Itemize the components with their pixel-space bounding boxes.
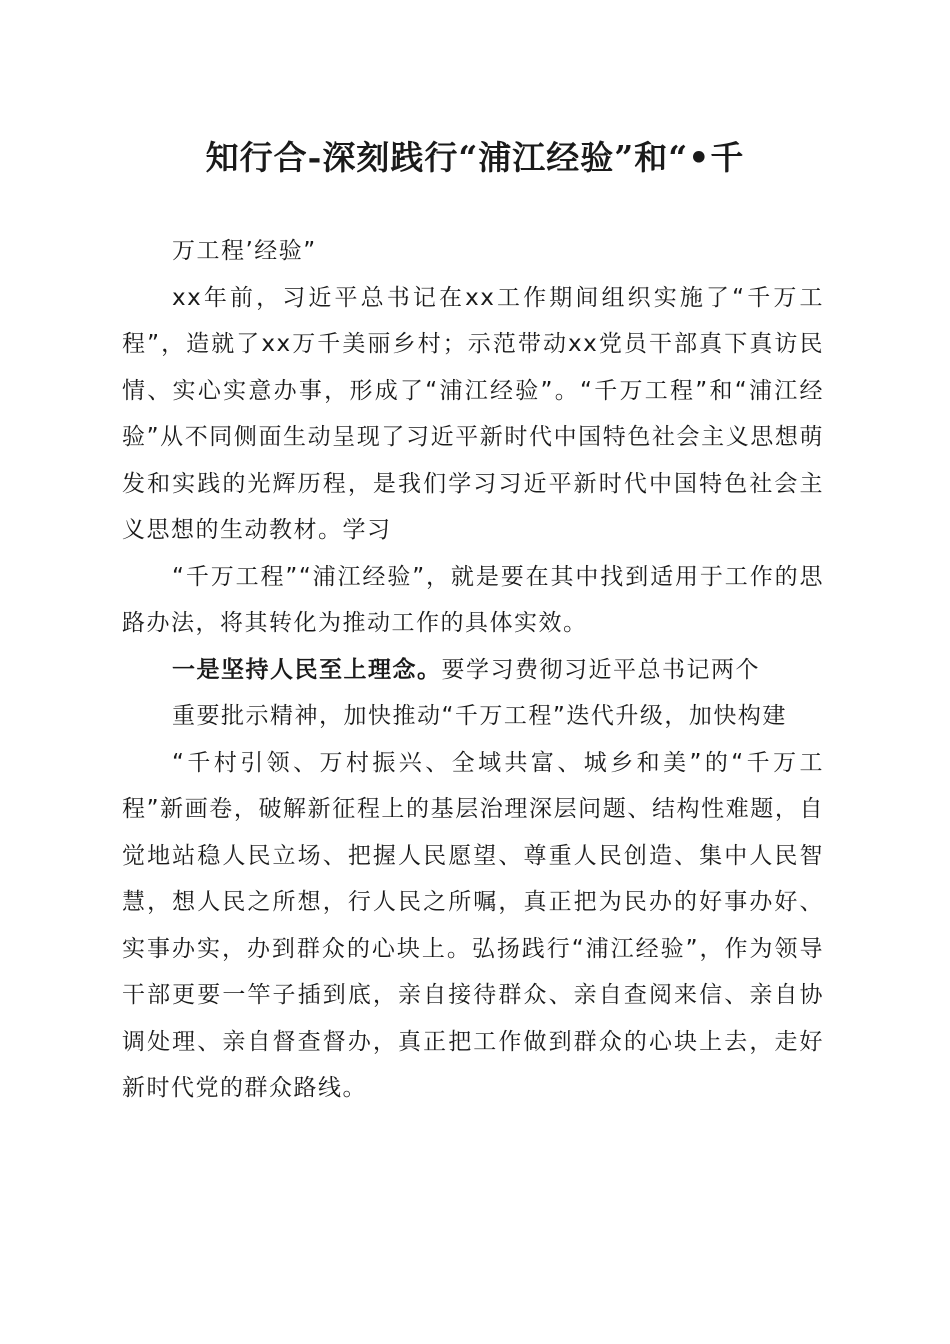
paragraph-study: “千万工程”“浦江经验”，就是要在其中找到适用于工作的思路办法，将其转化为推动工作的具体实效。 — [122, 563, 824, 636]
paragraph-main: “千村引领、万村振兴、全域共富、城乡和美”的“千万工程”新画卷，破解新征程上的基层治理深层问题、结构性难题，自觉地站稳人民立场、把握人民愿望、尊重人民创造、集中人民智慧，想人民之所想，行人民之所嘱，真正把为民办的好事办好、实事办实，办到群众的心块上。弘扬践行“浦江经验”，作为领导干部更要一竿子插到底，亲自接待群众、亲自查阅来信、亲自协调处理、亲自督查督办，真正把工作做到群众的心块上去，走好新时代党的群众路线。 — [122, 749, 824, 1101]
point-one-text: 要学习费彻习近平总书记两个 — [441, 656, 760, 683]
document-body — [122, 228, 824, 1112]
paragraph-point-one — [122, 647, 824, 694]
title-continuation: 万工程’经验” — [172, 238, 317, 264]
point-one-heading: 一是坚持人民至上理念。 — [172, 656, 442, 683]
paragraph-instructions: 重要批示精神，加快推动“千万工程”迭代升级，加快构建 — [172, 703, 787, 729]
document-title: 知行合-深刻践行“浦江经验”和“•千 — [205, 138, 745, 177]
paragraph-intro: xx年前，习近平总书记在xx工作期间组织实施了“千万工程”，造就了xx万千美丽乡村；示范带动xx党员干部真下真访民情、实心实意办事，形成了“浦江经验”。“千万工程”和“浦江经验”从不同侧面生动呈现了习近平新时代中国特色社会主义思想萌发和实践的光辉历程，是我们学习习近平新时代中国特色社会主义思想的生动教材。学习 — [122, 284, 824, 543]
